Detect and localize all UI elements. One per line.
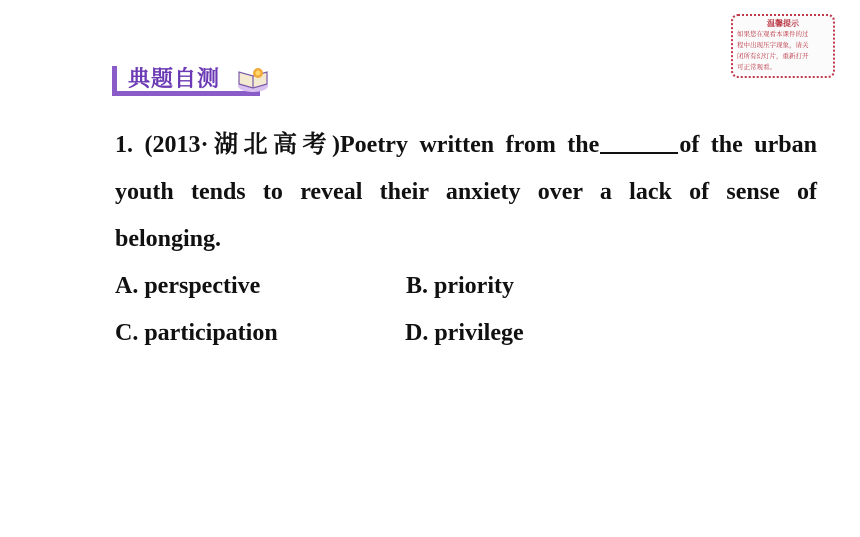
option-d[interactable]: D. privilege [405, 320, 524, 346]
question-line-3: belonging. [115, 226, 222, 252]
notice-line: 程中出现压字现象，请关 [737, 41, 809, 49]
notice-line: 可正常观看。 [737, 63, 776, 71]
question-text [115, 122, 817, 263]
question-line-1 [115, 122, 817, 169]
option-a[interactable]: A. perspective [115, 273, 261, 299]
section-badge [112, 62, 272, 98]
question-line-2: youth tends to reveal their anxiety over a lack of sense of [115, 179, 817, 205]
notice-line: 如果您在观看本课件的过 [737, 30, 809, 38]
notice-box [731, 14, 835, 78]
option-c[interactable]: C. participation [115, 320, 278, 346]
notice-body [737, 29, 829, 73]
question-prefix: 1. (2013·湖北高考)Poetry written from the [115, 132, 600, 158]
notice-line: 闭所有幻灯片，重新打开 [737, 52, 809, 60]
open-book-icon [236, 64, 270, 94]
option-b[interactable]: B. priority [406, 273, 514, 299]
question-suffix: of the urban [679, 132, 817, 158]
notice-title: 温馨提示 [767, 19, 799, 28]
answer-blank [600, 132, 678, 154]
section-title: 典题自测 [128, 67, 221, 92]
